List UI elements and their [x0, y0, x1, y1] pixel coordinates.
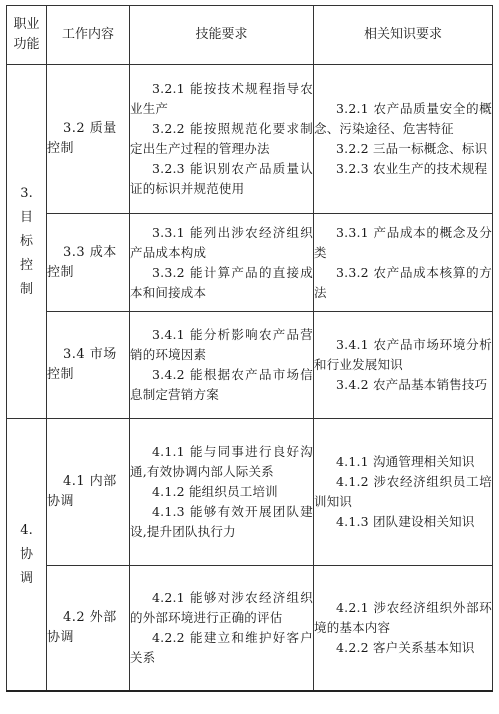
- table-header-row: [7, 6, 493, 65]
- work-cell: [47, 214, 130, 312]
- knowledge-item: 3.2.1 农产品质量安全的概念、污染途径、危害特征: [314, 101, 492, 136]
- skill-item: 4.1.1 能与同事进行良好沟通,有效协调内部人际关系: [130, 444, 313, 479]
- work-label: 3.4 市场控制: [47, 347, 117, 382]
- work-label: 4.2 外部协调: [47, 610, 117, 645]
- knowledge-item: 4.1.1 沟通管理相关知识: [336, 454, 475, 469]
- header-work: 工作内容: [47, 6, 130, 65]
- work-cell: [47, 312, 130, 419]
- header-skills: 技能要求: [130, 6, 314, 65]
- table-row: [7, 214, 493, 312]
- skill-item: 4.2.1 能够对涉农经济组织的外部环境进行正确的评估: [130, 590, 313, 625]
- knowledge-item: 3.4.1 农产品市场环境分析和行业发展知识: [314, 337, 492, 372]
- function-cell-coordination: [7, 419, 47, 692]
- knowledge-item: 3.3.2 农产品成本核算的方法: [314, 264, 492, 300]
- function-cell-target-control: [7, 65, 47, 419]
- skill-requirements-table: [6, 5, 493, 692]
- header-knowledge: 相关知识要求: [314, 6, 493, 65]
- knowledge-item: 3.2.3 农业生产的技术规程: [336, 161, 488, 176]
- work-label: 3.2 质量控制: [47, 121, 117, 156]
- knowledge-item: 3.4.2 农产品基本销售技巧: [336, 377, 488, 392]
- knowledge-cell: [314, 65, 493, 214]
- function-label: 3.目标控制: [19, 185, 33, 297]
- work-cell: [47, 566, 130, 692]
- knowledge-item: 4.2.1 涉农经济组织外部环境的基本内容: [314, 600, 492, 635]
- knowledge-cell: [314, 214, 493, 312]
- skill-item: 3.4.1 能分析影响农产品营销的环境因素: [130, 327, 313, 362]
- table-row: [7, 419, 493, 566]
- skills-cell: [130, 566, 314, 692]
- knowledge-item: 4.1.3 团队建设相关知识: [336, 514, 475, 529]
- skill-item: 3.2.2 能按照规范化要求制定出生产过程的管理办法: [130, 121, 313, 156]
- skills-cell: [130, 419, 314, 566]
- skills-cell: [130, 214, 314, 312]
- knowledge-item: 4.1.2 涉农经济组织员工培训知识: [314, 474, 492, 509]
- table-row: [7, 65, 493, 214]
- skill-item: 3.2.1 能按技术规程指导农业生产: [130, 81, 313, 116]
- work-cell: [47, 65, 130, 214]
- knowledge-item: 4.2.2 客户关系基本知识: [336, 640, 475, 655]
- table-row: [7, 312, 493, 419]
- skill-item: 3.2.3 能识别农产品质量认证的标识并规范使用: [130, 161, 313, 196]
- skill-item: 3.4.2 能根据农产品市场信息制定营销方案: [130, 367, 313, 402]
- skill-item: 3.3.2 能计算产品的直接成本和间接成本: [130, 264, 313, 300]
- knowledge-item: 3.2.2 三品一标概念、标识: [336, 141, 488, 156]
- header-function-label: 职业功能: [13, 17, 40, 52]
- work-label: 3.3 成本控制: [47, 244, 117, 280]
- skill-item: 4.1.2 能组织员工培训: [152, 484, 278, 499]
- skill-item: 3.3.1 能列出涉农经济组织产品成本构成: [130, 224, 313, 260]
- header-function: [7, 6, 47, 65]
- function-label: 4.协调: [19, 522, 33, 586]
- knowledge-cell: [314, 312, 493, 419]
- skill-item: 4.1.3 能够有效开展团队建设,提升团队执行力: [130, 504, 313, 539]
- work-label: 4.1 内部协调: [47, 474, 117, 509]
- knowledge-cell: [314, 566, 493, 692]
- skills-cell: [130, 312, 314, 419]
- skills-cell: [130, 65, 314, 214]
- work-cell: [47, 419, 130, 566]
- knowledge-item: 3.3.1 产品成本的概念及分类: [314, 224, 492, 260]
- knowledge-cell: [314, 419, 493, 566]
- skill-item: 4.2.2 能建立和维护好客户关系: [130, 630, 313, 665]
- table-row: [7, 566, 493, 692]
